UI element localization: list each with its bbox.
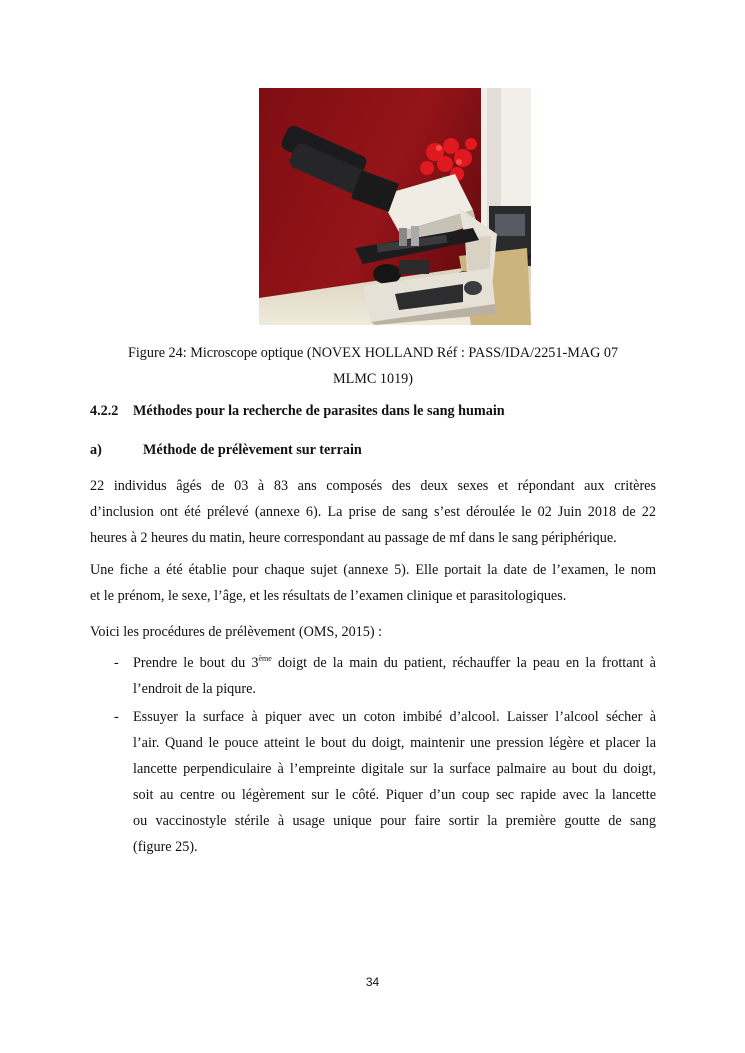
page-number: 34	[365, 975, 380, 989]
paragraph-3	[90, 619, 656, 645]
caption-line: MLMC 1019)	[332, 371, 413, 387]
text-run: doigt de la main du patient, réchauffer la peau en la frottant à	[271, 655, 656, 671]
text-line: l’endroit de la piqure.	[133, 681, 256, 697]
bullet-dash: -	[114, 655, 119, 671]
subsection-heading	[90, 442, 362, 459]
text-line: l’air. Quand le pouce atteint le bout du doigt, maintenir une pression légère et placer la	[133, 735, 656, 751]
list-item	[90, 650, 656, 702]
superscript: ème	[258, 654, 272, 663]
figure-caption	[90, 340, 656, 392]
text-line: (figure 25).	[133, 839, 198, 855]
text-line: Voici les procédures de prélèvement (OMS, 2015) :	[90, 624, 383, 640]
text-line: heures à 2 heures du matin, heure correspondant au passage de mf dans le sang périphérique.	[90, 530, 617, 546]
text-line: et le prénom, le sexe, l’âge, et les résultats de l’examen clinique et parasitologiques.	[90, 588, 567, 604]
text-line: lancette perpendiculaire à l’empreinte digitale sur la surface palmaire au bout du doigt,	[133, 761, 656, 777]
paragraph-1	[90, 473, 656, 551]
text-line: d’inclusion ont été prélevé (annexe 6). La prise de sang s’est déroulée le 02 Juin 2018 de 22	[90, 504, 656, 520]
section-heading	[90, 403, 505, 420]
paragraph-2	[90, 557, 656, 609]
subsection-label: a)	[90, 442, 102, 458]
list-item	[90, 704, 656, 860]
section-number: 4.2.2	[90, 403, 119, 419]
section-title: Méthodes pour la recherche de parasites dans le sang humain	[133, 403, 505, 419]
text-line: 22 individus âgés de 03 à 83 ans composés des deux sexes et répondant aux critères	[90, 478, 656, 494]
text-line: soit au centre ou légèrement sur le côté. Piquer d’un coup sec rapide avec la lancette	[133, 787, 656, 803]
text-line: ou vaccinostyle stérile à usage unique pour faire sortir la première goutte de sang	[133, 813, 656, 829]
microscope-photo	[259, 88, 531, 325]
text-run: Prendre le bout du 3	[133, 655, 259, 671]
text-line: Une fiche a été établie pour chaque sujet (annexe 5). Elle portait la date de l’examen, le nom	[90, 562, 656, 578]
text-line: Essuyer la surface à piquer avec un coton imbibé d’alcool. Laisser l’alcool sécher à	[133, 709, 656, 725]
caption-line: Figure 24: Microscope optique (NOVEX HOLLAND Réf : PASS/IDA/2251-MAG 07	[127, 345, 619, 361]
subsection-title: Méthode de prélèvement sur terrain	[143, 442, 362, 458]
bullet-dash: -	[114, 709, 119, 725]
text-line	[133, 650, 656, 676]
